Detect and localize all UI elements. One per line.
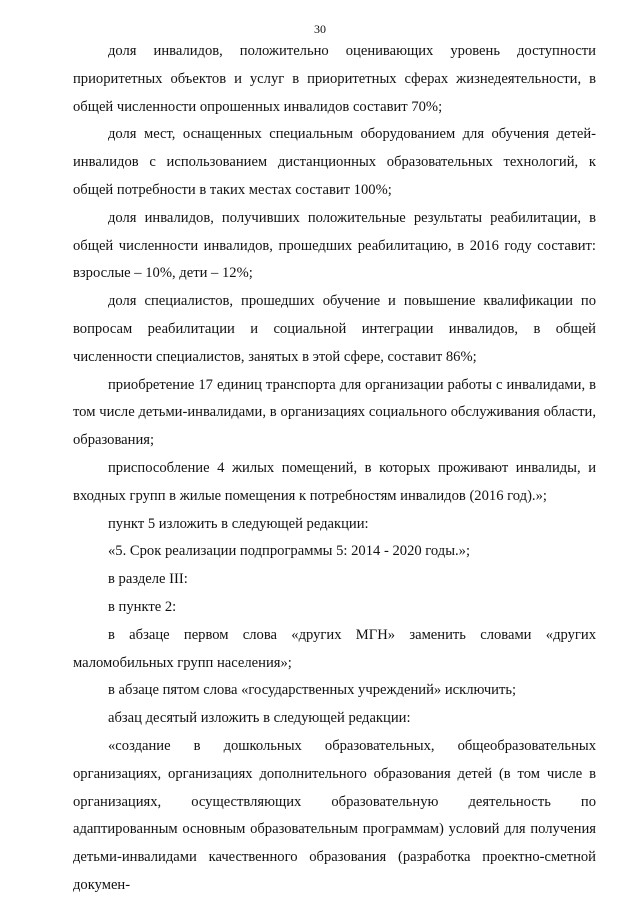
paragraph-distance-learning-places: доля мест, оснащенных специальным оборудованием для обучения детей-инвалидов с использованием дистанционных образовательных технологий, к общей потребности в таких местах составит 100%;: [73, 126, 596, 198]
paragraph-tenth-subparagraph-instruction: абзац десятый изложить в следующей редакции:: [108, 710, 411, 727]
paragraph-inclusive-education: «создание в дошкольных образовательных, общеобразовательных организациях, организациях дополнительного образования детей (в том числе в организациях, осуществляющих образовательную деятельность по адаптированным основным образовательным программам) условий для получения детьми-инвалидами качественного образования (разработка проектно-сметной докумен-: [73, 737, 596, 893]
paragraph-specialist-training: доля специалистов, прошедших обучение и повышение квалификации по вопросам реабилитации и социальной интеграции инвалидов, в общей численности специалистов, занятых в этой сфере, составит 86%;: [73, 293, 596, 365]
paragraph-first-subparagraph-change: в абзаце первом слова «других МГН» заменить словами «других маломобильных групп населения»;: [73, 626, 596, 671]
paragraph-section-3: в разделе III:: [108, 571, 188, 588]
paragraph-item-2: в пункте 2:: [108, 598, 177, 615]
body-text: [73, 38, 596, 900]
paragraph-item-5-instruction: пункт 5 изложить в следующей редакции:: [108, 515, 369, 532]
paragraph-accessibility-rating: доля инвалидов, положительно оценивающих уровень доступности приоритетных объектов и услуг в приоритетных сферах жизнедеятельности, в общей численности опрошенных инвалидов составит 70%;: [73, 43, 596, 115]
paragraph-fifth-subparagraph-change: в абзаце пятом слова «государственных учреждений» исключить;: [108, 682, 517, 699]
paragraph-rehabilitation-results: доля инвалидов, получивших положительные результаты реабилитации, в общей численности инвалидов, прошедших реабилитацию, в 2016 году составит: взрослые – 10%, дети – 12%;: [73, 209, 596, 282]
paragraph-implementation-period: «5. Срок реализации подпрограммы 5: 2014 - 2020 годы.»;: [108, 543, 471, 560]
paragraph-transport-purchase: приобретение 17 единиц транспорта для организации работы с инвалидами, в том числе детьми-инвалидами, в организациях социального обслуживания области, образования;: [73, 376, 596, 449]
page-number: 30: [314, 22, 326, 36]
paragraph-housing-adaptation: приспособление 4 жилых помещений, в которых проживают инвалиды, и входных групп в жилые помещения к потребностям инвалидов (2016 год).»;: [73, 459, 596, 504]
